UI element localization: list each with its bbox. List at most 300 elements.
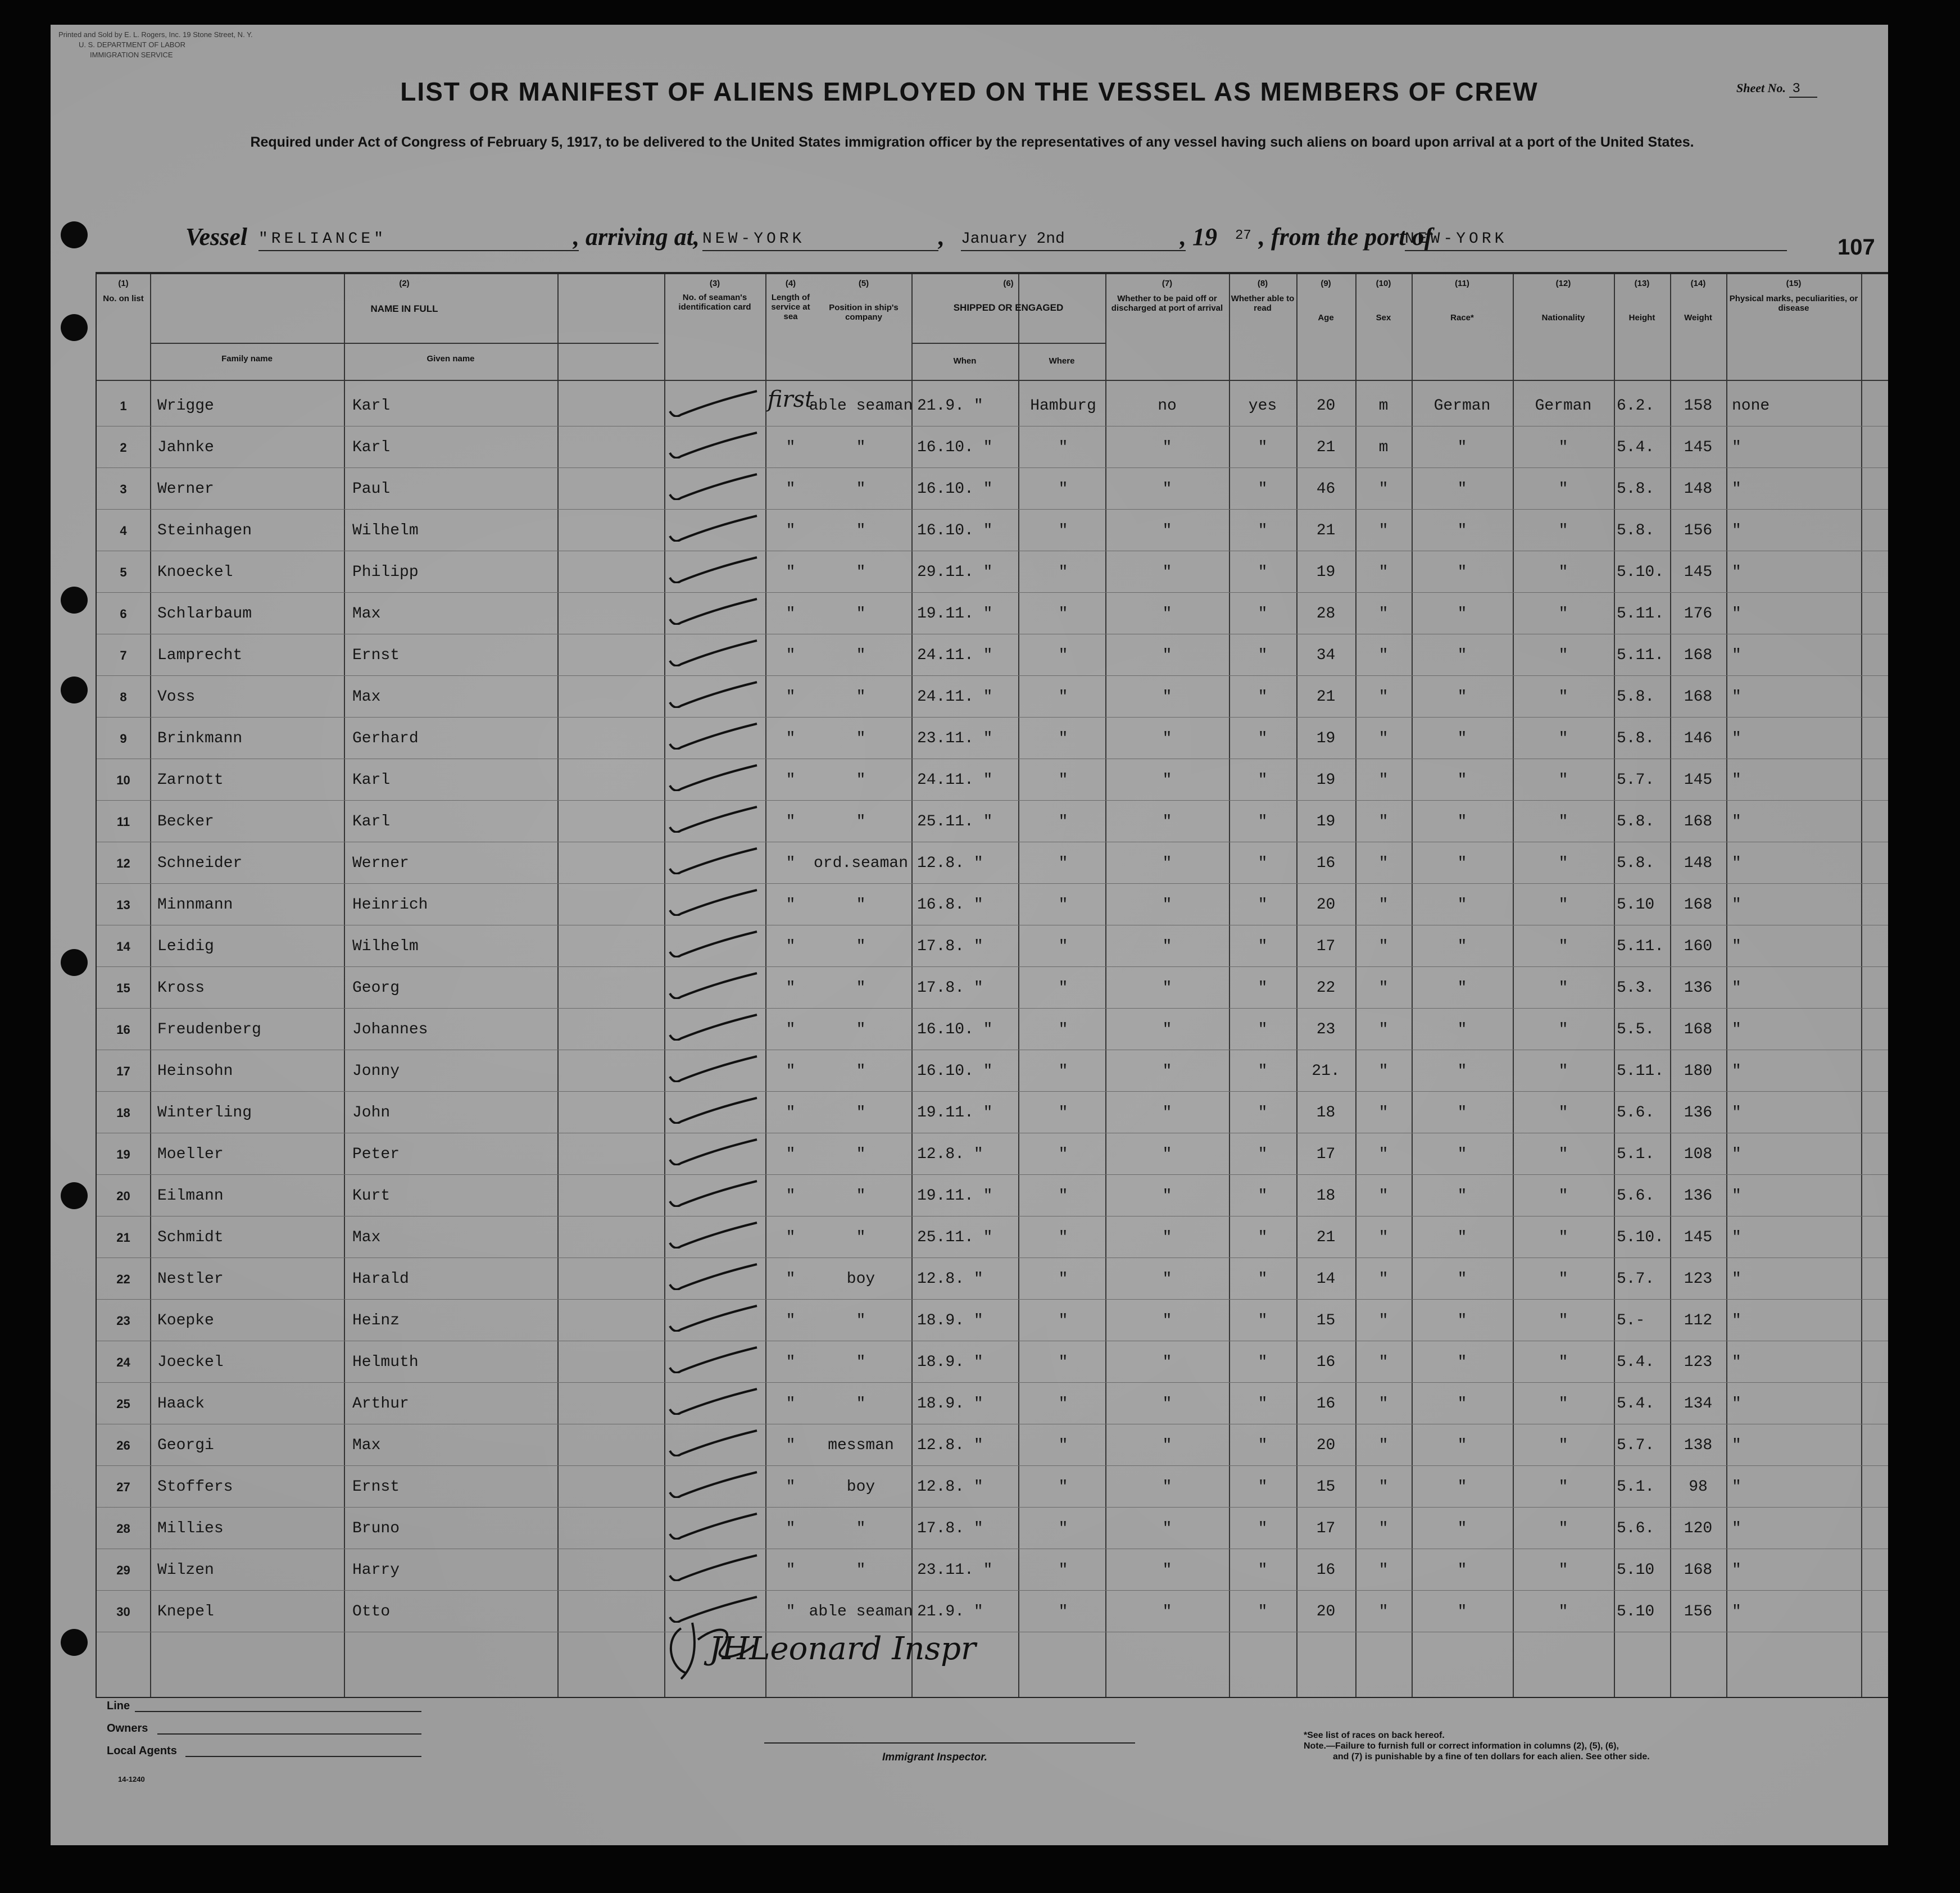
inspector-line <box>764 1742 1135 1744</box>
cell-paid: " <box>1162 979 1172 997</box>
cell-service: first <box>767 387 814 412</box>
cell-position: " <box>856 1312 866 1329</box>
cell-family: Knepel <box>157 1603 214 1620</box>
cell-paid: " <box>1162 855 1172 872</box>
punch-hole <box>61 314 88 341</box>
cell-where: " <box>1058 1603 1068 1620</box>
cell-read: " <box>1258 1104 1268 1122</box>
cell-paid: no <box>1158 397 1177 415</box>
col14-header: (14) Weight <box>1684 279 1712 323</box>
cell-family: Schlarbaum <box>157 605 252 623</box>
check-mark-icon <box>664 846 765 874</box>
cell-marks: " <box>1732 647 1741 664</box>
cell-given: Paul <box>352 480 391 498</box>
inspector-signature <box>659 1606 1007 1690</box>
column-divider <box>557 274 559 1697</box>
row-rule <box>97 800 1888 801</box>
cell-no: 24 <box>116 1355 130 1369</box>
cell-race: " <box>1457 1229 1467 1246</box>
cell-where: " <box>1058 1021 1068 1038</box>
cell-given: Ernst <box>352 647 400 664</box>
name-header-divider <box>150 343 659 344</box>
punch-hole <box>61 949 88 976</box>
cell-paid: " <box>1162 730 1172 747</box>
cell-when: 19.11. " <box>917 605 993 623</box>
cell-read: " <box>1258 1270 1268 1288</box>
cell-read: " <box>1258 1603 1268 1620</box>
cell-race: " <box>1457 605 1467 623</box>
cell-no: 17 <box>116 1064 130 1078</box>
row-rule <box>97 966 1888 967</box>
cell-given: Harald <box>352 1270 409 1288</box>
cell-race: " <box>1457 1270 1467 1288</box>
cell-weight: 146 <box>1684 730 1713 747</box>
cell-age: 21 <box>1316 688 1336 706</box>
cell-race: " <box>1457 480 1467 498</box>
cell-age: 17 <box>1316 1146 1336 1163</box>
cell-weight: 145 <box>1684 564 1713 581</box>
service-label: IMMIGRATION SERVICE <box>90 51 173 59</box>
row-rule <box>97 1507 1888 1508</box>
cell-weight: 136 <box>1684 979 1713 997</box>
cell-weight: 156 <box>1684 522 1713 539</box>
punch-hole <box>61 587 88 614</box>
cell-when: 21.9. " <box>917 1603 983 1620</box>
cell-marks: " <box>1732 896 1741 914</box>
check-mark-icon <box>664 389 765 417</box>
cell-sex: " <box>1378 1478 1389 1496</box>
cell-marks: " <box>1732 1146 1741 1163</box>
cell-where: " <box>1058 855 1068 872</box>
cell-when: 12.8. " <box>917 1478 983 1496</box>
cell-nat: " <box>1558 688 1568 706</box>
cell-age: 16 <box>1316 1561 1336 1579</box>
cell-race: " <box>1457 688 1467 706</box>
cell-marks: " <box>1732 938 1741 955</box>
cell-sex: " <box>1378 1520 1389 1537</box>
cell-when: 16.10. " <box>917 1063 993 1080</box>
cell-marks: " <box>1732 439 1741 456</box>
col3-header: (3) No. of seaman's identification card <box>678 279 751 312</box>
col12-header: (12) Nationality <box>1541 279 1585 323</box>
cell-when: 16.10. " <box>917 439 993 456</box>
cell-no: 4 <box>120 524 127 538</box>
cell-family: Koepke <box>157 1312 214 1329</box>
cell-weight: 158 <box>1684 397 1713 415</box>
cell-given: Max <box>352 1229 381 1246</box>
cell-weight: 168 <box>1684 647 1713 664</box>
owners-field <box>157 1733 421 1735</box>
cell-no: 7 <box>120 648 127 662</box>
check-mark-icon <box>664 597 765 625</box>
cell-marks: " <box>1732 1603 1741 1620</box>
cell-paid: " <box>1162 439 1172 456</box>
sheet-number-label: Sheet No. <box>1736 81 1786 95</box>
cell-marks: " <box>1732 480 1741 498</box>
cell-nat: " <box>1558 1603 1568 1620</box>
cell-paid: " <box>1162 605 1172 623</box>
cell-when: 23.11. " <box>917 730 993 747</box>
cell-read: " <box>1258 647 1268 664</box>
cell-weight: 145 <box>1684 771 1713 789</box>
cell-position: " <box>856 439 866 456</box>
cell-family: Freudenberg <box>157 1021 261 1038</box>
cell-race: " <box>1457 1561 1467 1579</box>
cell-family: Knoeckel <box>157 564 233 581</box>
cell-weight: 112 <box>1684 1312 1713 1329</box>
cell-sex: m <box>1378 397 1389 415</box>
cell-height: 5.8. <box>1617 855 1655 872</box>
cell-where: " <box>1058 730 1068 747</box>
cell-race: " <box>1457 813 1467 830</box>
cell-family: Stoffers <box>157 1478 233 1496</box>
cell-nat: " <box>1558 1063 1568 1080</box>
cell-nat: " <box>1558 1437 1568 1454</box>
cell-marks: " <box>1732 1104 1741 1122</box>
cell-height: 5.7. <box>1617 771 1655 789</box>
cell-where: " <box>1058 1229 1068 1246</box>
local-agents-field <box>185 1756 421 1757</box>
col4-header: (4) Length of service at sea <box>771 279 810 321</box>
cell-paid: " <box>1162 813 1172 830</box>
cell-race: " <box>1457 1395 1467 1413</box>
cell-no: 28 <box>116 1522 130 1536</box>
cell-sex: " <box>1378 1063 1389 1080</box>
cell-read: " <box>1258 1187 1268 1205</box>
check-mark-icon <box>664 805 765 833</box>
cell-position: " <box>856 896 866 914</box>
cell-marks: " <box>1732 688 1741 706</box>
cell-age: 17 <box>1316 938 1336 955</box>
vessel-label: Vessel <box>185 223 247 251</box>
check-mark-icon <box>664 1096 765 1124</box>
punch-hole <box>61 677 88 703</box>
cell-given: Karl <box>352 439 391 456</box>
cell-position: " <box>856 605 866 623</box>
cell-given: Karl <box>352 397 391 415</box>
cell-nat: " <box>1558 1229 1568 1246</box>
cell-age: 16 <box>1316 855 1336 872</box>
line-label: Line <box>107 1700 130 1712</box>
col6-header: (6) SHIPPED OR ENGAGED <box>953 279 1064 313</box>
cell-no: 16 <box>116 1023 130 1037</box>
cell-age: 16 <box>1316 1395 1336 1413</box>
cell-marks: " <box>1732 1395 1741 1413</box>
from-port: NEW-YORK <box>1405 230 1787 251</box>
where-header: Where <box>1049 356 1075 366</box>
cell-when: 16.10. " <box>917 480 993 498</box>
cell-given: Kurt <box>352 1187 391 1205</box>
cell-paid: " <box>1162 1270 1172 1288</box>
cell-service: " <box>786 1104 796 1122</box>
cell-no: 14 <box>116 939 130 954</box>
cell-sex: " <box>1378 771 1389 789</box>
cell-race: " <box>1457 896 1467 914</box>
cell-weight: 160 <box>1684 938 1713 955</box>
cell-where: " <box>1058 979 1068 997</box>
cell-race: " <box>1457 647 1467 664</box>
cell-race: " <box>1457 1146 1467 1163</box>
cell-marks: " <box>1732 1229 1741 1246</box>
cell-age: 19 <box>1316 813 1336 830</box>
cell-where: " <box>1058 1146 1068 1163</box>
row-rule <box>97 1174 1888 1175</box>
cell-when: 17.8. " <box>917 938 983 955</box>
cell-weight: 156 <box>1684 1603 1713 1620</box>
cell-position: ord.seaman <box>813 855 909 872</box>
cell-race: " <box>1457 855 1467 872</box>
cell-height: 5.4. <box>1617 439 1655 456</box>
cell-when: 16.8. " <box>917 896 983 914</box>
cell-age: 14 <box>1316 1270 1336 1288</box>
check-mark-icon <box>664 514 765 542</box>
cell-no: 25 <box>116 1397 130 1411</box>
check-mark-icon <box>664 1470 765 1498</box>
cell-marks: " <box>1732 1063 1741 1080</box>
cell-age: 15 <box>1316 1478 1336 1496</box>
cell-nat: " <box>1558 439 1568 456</box>
cell-age: 22 <box>1316 979 1336 997</box>
cell-read: " <box>1258 522 1268 539</box>
cell-where: " <box>1058 813 1068 830</box>
cell-age: 19 <box>1316 771 1336 789</box>
cell-where: " <box>1058 896 1068 914</box>
row-rule <box>97 1299 1888 1300</box>
cell-family: Haack <box>157 1395 205 1413</box>
cell-where: " <box>1058 605 1068 623</box>
cell-marks: " <box>1732 1021 1741 1038</box>
cell-sex: " <box>1378 1270 1389 1288</box>
cell-marks: " <box>1732 730 1741 747</box>
cell-age: 18 <box>1316 1187 1336 1205</box>
check-mark-icon <box>664 971 765 999</box>
cell-height: 5.11. <box>1617 1063 1664 1080</box>
check-mark-icon <box>664 1179 765 1207</box>
cell-race: " <box>1457 938 1467 955</box>
sheet-number-value: 3 <box>1789 81 1817 98</box>
penalty-note: Note.—Failure to furnish full or correct information in columns (2), (5), (6), <box>1304 1741 1619 1751</box>
check-mark-icon <box>664 1262 765 1290</box>
cell-read: " <box>1258 1354 1268 1371</box>
cell-when: 19.11. " <box>917 1187 993 1205</box>
cell-height: 5.11. <box>1617 605 1664 623</box>
cell-given: Otto <box>352 1603 391 1620</box>
cell-nat: " <box>1558 1021 1568 1038</box>
check-mark-icon <box>664 1428 765 1456</box>
cell-height: 5.7. <box>1617 1270 1655 1288</box>
cell-height: 5.8. <box>1617 730 1655 747</box>
cell-weight: 123 <box>1684 1270 1713 1288</box>
year-suffix: 27 <box>1235 228 1251 243</box>
cell-age: 18 <box>1316 1104 1336 1122</box>
cell-family: Heinsohn <box>157 1063 233 1080</box>
comma-sep: , <box>938 223 945 251</box>
cell-no: 18 <box>116 1106 130 1120</box>
cell-marks: " <box>1732 1354 1741 1371</box>
cell-sex: " <box>1378 730 1389 747</box>
cell-height: 5.7. <box>1617 1437 1655 1454</box>
cell-read: " <box>1258 1395 1268 1413</box>
col15-header: (15) Physical marks, peculiarities, or disease <box>1729 279 1858 313</box>
cell-when: 12.8. " <box>917 1146 983 1163</box>
cell-sex: " <box>1378 1354 1389 1371</box>
cell-paid: " <box>1162 1229 1172 1246</box>
header-bottom-rule <box>97 380 1888 381</box>
check-mark-icon <box>664 638 765 666</box>
cell-height: 5.8. <box>1617 813 1655 830</box>
cell-read: " <box>1258 1229 1268 1246</box>
department-label: U. S. DEPARTMENT OF LABOR <box>79 40 185 49</box>
cell-nat: " <box>1558 1312 1568 1329</box>
cell-no: 30 <box>116 1605 130 1619</box>
cell-sex: " <box>1378 855 1389 872</box>
shipped-header-divider <box>911 343 1105 344</box>
cell-race: " <box>1457 1520 1467 1537</box>
cell-height: 5.6. <box>1617 1187 1655 1205</box>
cell-height: 5.11. <box>1617 938 1664 955</box>
cell-service: " <box>786 439 796 456</box>
from-port-label: , from the port of <box>1259 223 1433 251</box>
vessel-name: "RELIANCE" <box>258 230 579 251</box>
cell-weight: 120 <box>1684 1520 1713 1537</box>
cell-sex: " <box>1378 1312 1389 1329</box>
punch-hole <box>61 1629 88 1656</box>
cell-race: " <box>1457 439 1467 456</box>
cell-given: Johannes <box>352 1021 428 1038</box>
cell-where: " <box>1058 1437 1068 1454</box>
cell-read: " <box>1258 730 1268 747</box>
cell-race: " <box>1457 522 1467 539</box>
cell-age: 23 <box>1316 1021 1336 1038</box>
cell-position: " <box>856 1354 866 1371</box>
col1-header: (1) No. on list <box>103 279 144 303</box>
col10-header: (10) Sex <box>1376 279 1391 323</box>
cell-weight: 168 <box>1684 688 1713 706</box>
row-rule <box>97 1465 1888 1466</box>
cell-given: Helmuth <box>352 1354 419 1371</box>
family-name-header: Family name <box>221 354 273 364</box>
cell-no: 19 <box>116 1147 130 1161</box>
cell-sex: " <box>1378 688 1389 706</box>
cell-when: 25.11. " <box>917 813 993 830</box>
cell-position: " <box>856 938 866 955</box>
cell-where: " <box>1058 522 1068 539</box>
cell-service: " <box>786 1520 796 1537</box>
cell-where: " <box>1058 938 1068 955</box>
cell-marks: " <box>1732 1312 1741 1329</box>
cell-no: 10 <box>116 773 130 787</box>
cell-where: " <box>1058 1478 1068 1496</box>
cell-family: Georgi <box>157 1437 214 1454</box>
cell-height: 5.11. <box>1617 647 1664 664</box>
cell-when: 12.8. " <box>917 1270 983 1288</box>
footer-notes <box>1304 1730 1650 1762</box>
cell-paid: " <box>1162 938 1172 955</box>
cell-no: 13 <box>116 898 130 912</box>
check-mark-icon <box>664 472 765 500</box>
cell-sex: " <box>1378 1561 1389 1579</box>
cell-height: 5.6. <box>1617 1520 1655 1537</box>
cell-nat: " <box>1558 771 1568 789</box>
cell-where: " <box>1058 1104 1068 1122</box>
cell-where: " <box>1058 647 1068 664</box>
cell-sex: " <box>1378 1187 1389 1205</box>
row-rule <box>97 592 1888 593</box>
page-title: LIST OR MANIFEST OF ALIENS EMPLOYED ON THE VESSEL AS MEMBERS OF CREW <box>400 77 1539 106</box>
cell-race: " <box>1457 1478 1467 1496</box>
cell-given: Werner <box>352 855 409 872</box>
cell-position: " <box>856 771 866 789</box>
cell-family: Joeckel <box>157 1354 224 1371</box>
cell-service: " <box>786 979 796 997</box>
cell-nat: " <box>1558 1270 1568 1288</box>
footer <box>96 1696 1888 1842</box>
cell-family: Werner <box>157 480 214 498</box>
arriving-port: NEW-YORK <box>702 230 938 251</box>
cell-read: " <box>1258 1312 1268 1329</box>
signature-text: JHLeonard Inspr <box>709 1631 976 1667</box>
cell-race: " <box>1457 1021 1467 1038</box>
cell-paid: " <box>1162 647 1172 664</box>
cell-sex: " <box>1378 1021 1389 1038</box>
cell-weight: 98 <box>1689 1478 1708 1496</box>
cell-when: 24.11. " <box>917 688 993 706</box>
cell-marks: " <box>1732 605 1741 623</box>
check-mark-icon <box>664 1553 765 1581</box>
cell-paid: " <box>1162 1063 1172 1080</box>
punch-hole <box>61 221 88 248</box>
cell-marks: " <box>1732 979 1741 997</box>
penalty-note-cont: and (7) is punishable by a fine of ten dollars for each alien. See other side. <box>1333 1752 1650 1762</box>
cell-age: 20 <box>1316 1603 1336 1620</box>
cell-read: " <box>1258 979 1268 997</box>
cell-service: " <box>786 1229 796 1246</box>
cell-when: 23.11. " <box>917 1561 993 1579</box>
cell-given: Bruno <box>352 1520 400 1537</box>
check-mark-icon <box>664 555 765 583</box>
cell-paid: " <box>1162 896 1172 914</box>
cell-nat: " <box>1558 522 1568 539</box>
cell-sex: " <box>1378 896 1389 914</box>
cell-position: " <box>856 1021 866 1038</box>
cell-position: " <box>856 1146 866 1163</box>
cell-race: " <box>1457 1104 1467 1122</box>
cell-given: Philipp <box>352 564 419 581</box>
cell-family: Steinhagen <box>157 522 252 539</box>
cell-paid: " <box>1162 1021 1172 1038</box>
cell-where: " <box>1058 1270 1068 1288</box>
cell-age: 19 <box>1316 564 1336 581</box>
cell-race: " <box>1457 1063 1467 1080</box>
cell-service: " <box>786 1312 796 1329</box>
page-number: 107 <box>1838 235 1875 260</box>
cell-service: " <box>786 688 796 706</box>
col9-header: (9) Age <box>1318 279 1334 323</box>
row-rule <box>97 675 1888 676</box>
cell-weight: 136 <box>1684 1104 1713 1122</box>
cell-where: " <box>1058 480 1068 498</box>
cell-age: 20 <box>1316 896 1336 914</box>
cell-height: 5.8. <box>1617 480 1655 498</box>
cell-service: " <box>786 813 796 830</box>
cell-given: Max <box>352 605 381 623</box>
arriving-label: , arriving at, <box>573 223 700 251</box>
cell-when: 12.8. " <box>917 855 983 872</box>
cell-when: 18.9. " <box>917 1354 983 1371</box>
cell-marks: " <box>1732 1437 1741 1454</box>
cell-given: Wilhelm <box>352 938 419 955</box>
cell-age: 19 <box>1316 730 1336 747</box>
